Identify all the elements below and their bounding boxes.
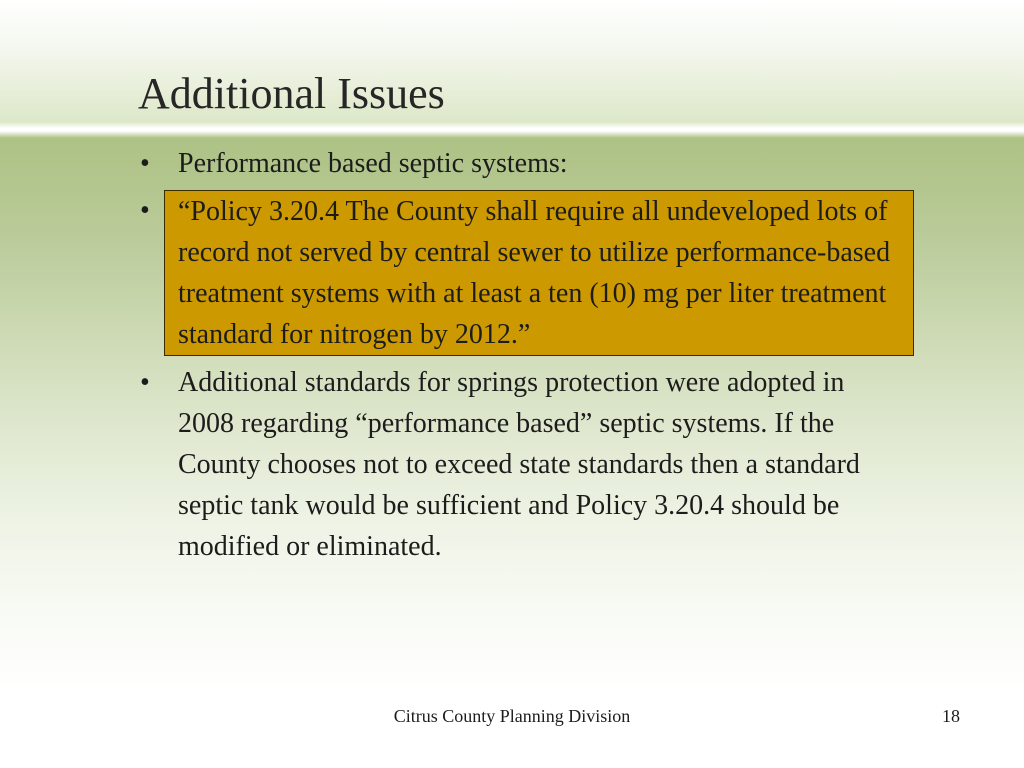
bullet-text: Additional standards for springs protection were adopted in 2008 regarding “performance based” septic systems. If the County chooses not to exceed state standards then a standard septic tank would be sufficient and Policy 3.20.4 should be modified or eliminated. [178, 367, 860, 562]
page-number: 18 [942, 706, 960, 726]
bullet-icon: • [140, 195, 150, 226]
bullet-item-performance [140, 143, 900, 184]
bullet-item-additional-standards [140, 362, 900, 567]
slide-title: Additional Issues [138, 69, 445, 118]
bullet-icon: • [140, 148, 150, 179]
footer-organization: Citrus County Planning Division [393, 706, 631, 726]
policy-quote-highlight: “Policy 3.20.4 The County shall require all undeveloped lots of record not served by central sewer to utilize performance-based treatment systems with at least a ten (10) mg per liter treatment standard for nitrogen by 2012.” [164, 190, 914, 356]
bullet-list [140, 143, 900, 567]
bullet-text: Performance based septic systems: [178, 148, 568, 179]
bullet-item-policy [140, 190, 900, 356]
bullet-icon: • [140, 367, 150, 398]
